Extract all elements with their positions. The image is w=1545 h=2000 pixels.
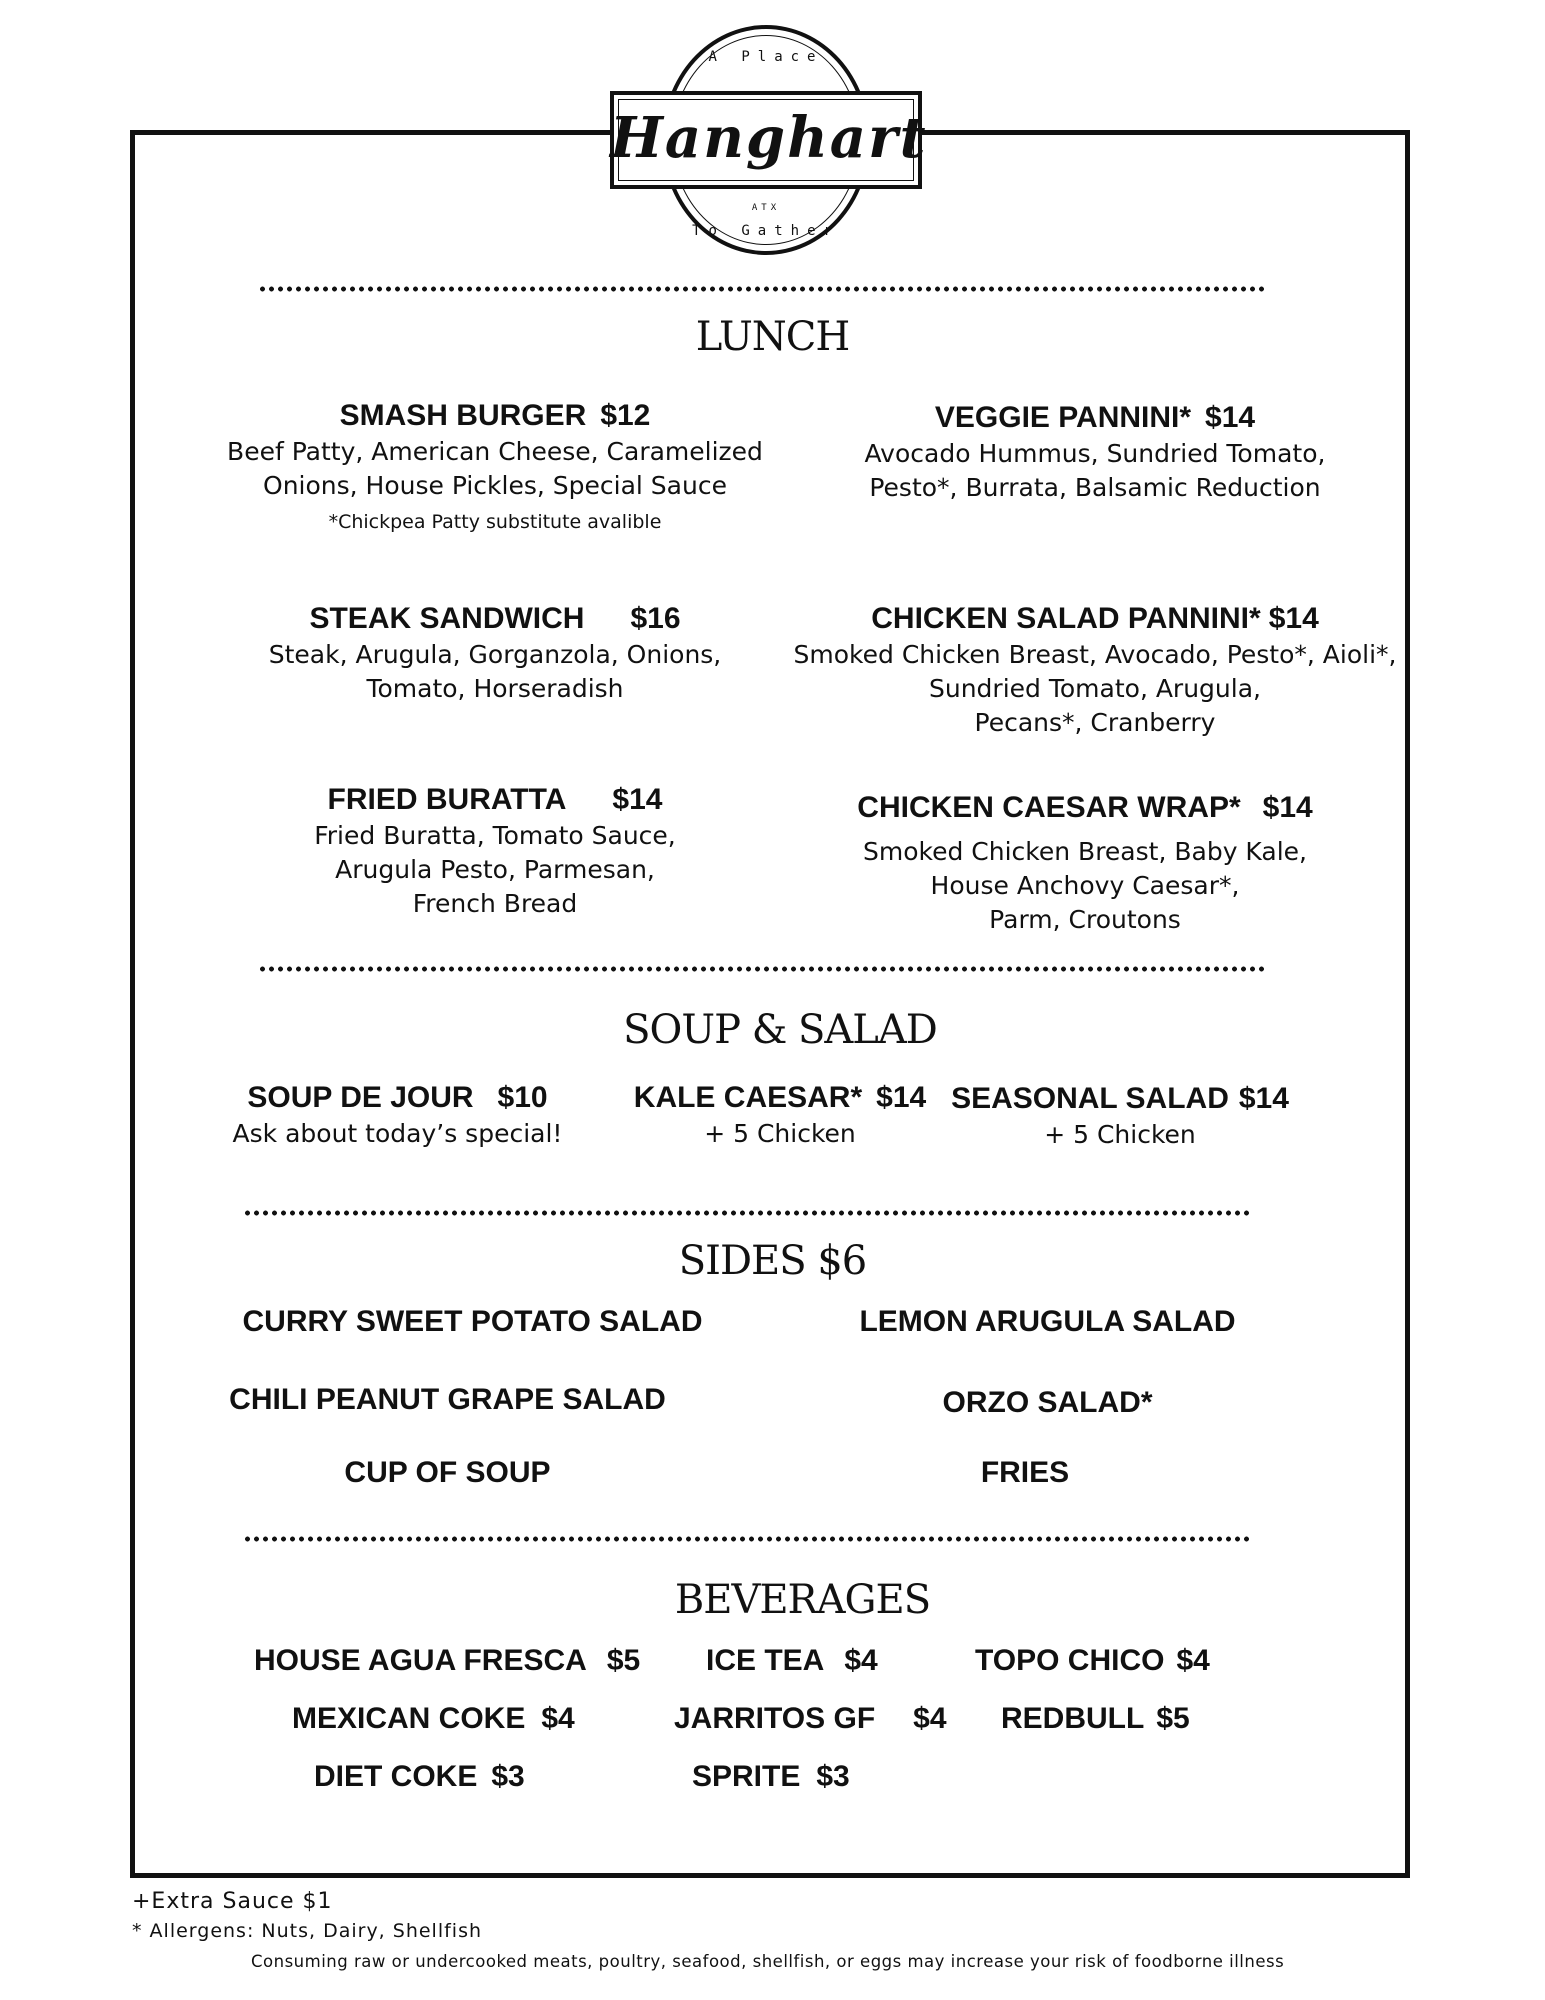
menu-item-veggie-pannini — [800, 399, 1390, 505]
beverage-item: ICE TEA $4 — [706, 1644, 878, 1677]
item-desc-line: Onions, House Pickles, Special Sauce — [263, 471, 727, 500]
item-title: SMASH BURGER $12 — [339, 399, 651, 432]
item-desc-line: Pesto*, Burrata, Balsamic Reduction — [869, 473, 1321, 502]
menu-item-fried-buratta — [200, 781, 790, 921]
section-title-sides: SIDES $6 — [678, 1238, 867, 1284]
menu-item-soup-de-jour — [200, 1079, 595, 1151]
item-title: CHICKEN SALAD PANNINI* $14 — [871, 602, 1319, 635]
item-note: *Chickpea Patty substitute avalible — [328, 511, 662, 533]
item-desc-line: Pecans*, Cranberry — [974, 708, 1216, 737]
item-desc-line: Steak, Arugula, Gorganzola, Onions, — [268, 640, 722, 669]
beverage-item: TOPO CHICO $4 — [975, 1644, 1210, 1677]
item-desc-line: French Bread — [412, 889, 578, 918]
item-desc-line: House Anchovy Caesar*, — [930, 871, 1240, 900]
beverage-item: HOUSE AGUA FRESCA $5 — [254, 1644, 641, 1677]
item-title: CHICKEN CAESAR WRAP* $14 — [857, 791, 1313, 824]
side-item: LEMON ARUGULA SALAD — [859, 1305, 1236, 1338]
menu-item-chicken-salad-pannini — [780, 600, 1410, 740]
section-title-beverages: BEVERAGES — [674, 1577, 931, 1623]
beverage-item: SPRITE $3 — [692, 1760, 850, 1793]
item-title: SEASONAL SALAD $14 — [951, 1082, 1289, 1115]
side-item: FRIES — [980, 1456, 1070, 1489]
hanghart-logo — [610, 25, 928, 255]
item-title: KALE CAESAR* $14 — [633, 1081, 927, 1114]
logo-city: ATX — [751, 203, 781, 213]
beverage-item: JARRITOS GF $4 — [674, 1702, 947, 1735]
section-title-soup-salad: SOUP & SALAD — [623, 1007, 937, 1053]
menu-item-chicken-caesar-wrap — [780, 789, 1390, 937]
item-desc-line: Arugula Pesto, Parmesan, — [335, 855, 655, 884]
item-desc-line: + 5 Chicken — [1044, 1120, 1196, 1149]
side-item: ORZO SALAD* — [942, 1386, 1153, 1419]
dotted-divider — [258, 286, 1266, 292]
menu-item-smash-burger — [200, 397, 790, 537]
item-desc-line: Smoked Chicken Breast, Baby Kale, — [863, 837, 1307, 866]
item-desc-line: Parm, Croutons — [989, 905, 1181, 934]
menu-item-seasonal-salad — [940, 1080, 1300, 1152]
side-item: CUP OF SOUP — [344, 1456, 551, 1489]
item-desc-line: Ask about today’s special! — [232, 1119, 563, 1148]
allergens-note: * Allergens: Nuts, Dairy, Shellfish — [132, 1920, 483, 1942]
dotted-divider — [243, 1536, 1251, 1542]
item-title: SOUP DE JOUR $10 — [247, 1081, 548, 1114]
item-title: VEGGIE PANNINI* $14 — [934, 401, 1256, 434]
item-desc-line: Avocado Hummus, Sundried Tomato, — [864, 439, 1326, 468]
item-desc-line: Tomato, Horseradish — [366, 674, 624, 703]
extra-sauce-note: +Extra Sauce $1 — [132, 1889, 333, 1914]
menu-item-steak-sandwich — [200, 600, 790, 706]
side-item: CURRY SWEET POTATO SALAD — [242, 1305, 703, 1338]
item-desc-line: Smoked Chicken Breast, Avocado, Pesto*, Aioli*, — [793, 640, 1397, 669]
logo-name: Hanghart — [610, 105, 928, 171]
item-desc-line: Sundried Tomato, Arugula, — [929, 674, 1261, 703]
dotted-divider — [258, 966, 1266, 972]
beverage-item: DIET COKE $3 — [314, 1760, 525, 1793]
item-desc-line: Beef Patty, American Cheese, Caramelized — [227, 437, 763, 466]
side-item: CHILI PEANUT GRAPE SALAD — [229, 1383, 666, 1416]
section-title-lunch: LUNCH — [695, 314, 850, 360]
item-title: FRIED BURATTA $14 — [327, 783, 663, 816]
dotted-divider — [243, 1210, 1251, 1216]
item-desc-line: Fried Buratta, Tomato Sauce, — [314, 821, 676, 850]
beverage-item: MEXICAN COKE $4 — [292, 1702, 575, 1735]
item-title: STEAK SANDWICH $16 — [309, 602, 681, 635]
beverage-item: REDBULL $5 — [1001, 1702, 1190, 1735]
item-desc-line: + 5 Chicken — [704, 1119, 856, 1148]
logo-tagline-bottom: To Gather — [692, 223, 840, 239]
menu-item-kale-caesar — [600, 1079, 960, 1151]
foodborne-warning: Consuming raw or undercooked meats, poultry, seafood, shellfish, or eggs may increase your risk of foodborne illness — [251, 1952, 1285, 1971]
logo-tagline-top: A Place — [708, 49, 824, 65]
